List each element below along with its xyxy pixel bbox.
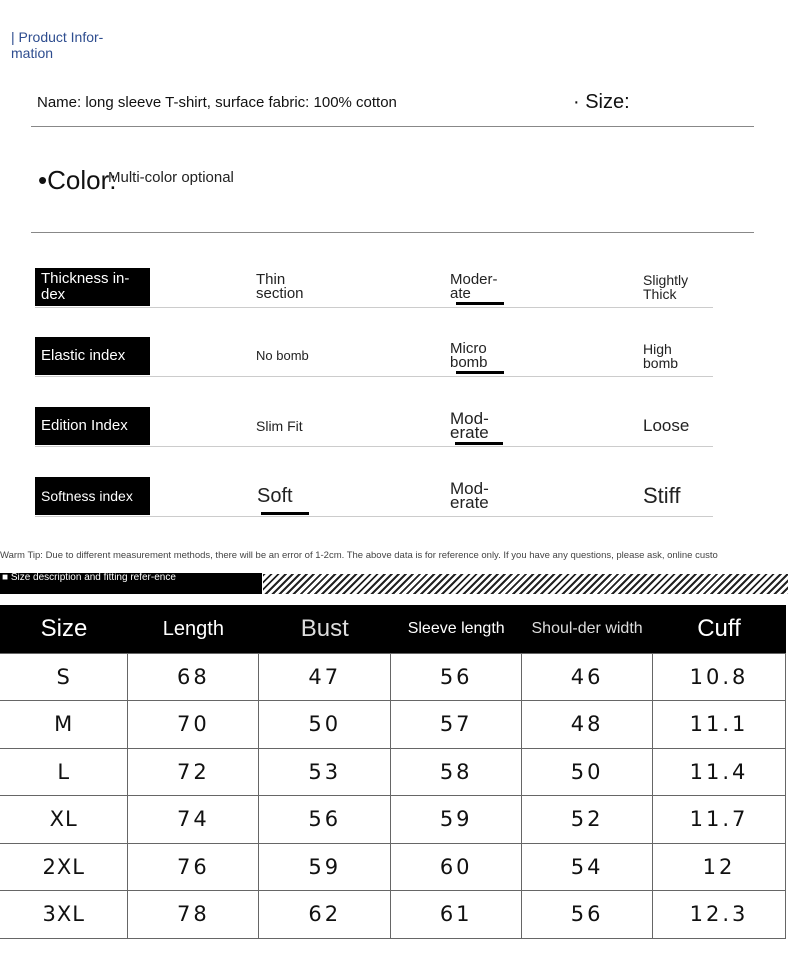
section-title-product-information: | Product Infor-mation bbox=[11, 29, 104, 61]
index-option: Slightly Thick bbox=[643, 272, 689, 302]
index-option-selected: Micro bomb bbox=[450, 340, 488, 371]
column-header: Length bbox=[128, 605, 259, 653]
table-cell: 46 bbox=[522, 653, 653, 701]
table-cell: 59 bbox=[259, 843, 391, 891]
table-cell: 58 bbox=[391, 748, 522, 796]
table-cell: S bbox=[0, 653, 128, 701]
table-row bbox=[0, 843, 786, 891]
table-cell: XL bbox=[0, 796, 128, 844]
index-option: Mod-erate bbox=[450, 479, 489, 512]
table-cell: 61 bbox=[391, 891, 522, 939]
selected-marker bbox=[456, 302, 504, 305]
table-cell: 3XL bbox=[0, 891, 128, 939]
index-option: No bomb bbox=[256, 348, 309, 363]
size-table bbox=[0, 605, 786, 939]
table-cell: 68 bbox=[128, 653, 259, 701]
selected-marker bbox=[261, 512, 309, 515]
elastic-index-row bbox=[35, 337, 713, 377]
table-cell: 62 bbox=[259, 891, 391, 939]
table-cell: 70 bbox=[128, 701, 259, 749]
column-header: Cuff bbox=[653, 605, 786, 653]
table-cell: 57 bbox=[391, 701, 522, 749]
index-option: High bomb bbox=[643, 341, 679, 371]
thickness-index-row bbox=[35, 268, 713, 308]
size-section-title: ■ Size description and fitting refer-ence bbox=[0, 573, 262, 594]
table-cell: 54 bbox=[522, 843, 653, 891]
color-value: Multi-color optional bbox=[108, 169, 234, 186]
table-cell: 50 bbox=[522, 748, 653, 796]
table-row bbox=[0, 891, 786, 939]
table-cell: 76 bbox=[128, 843, 259, 891]
index-label: Thickness in-dex bbox=[35, 268, 150, 306]
color-label: •Color: bbox=[38, 165, 117, 195]
product-name-line: Name: long sleeve T-shirt, surface fabric: 100% cotton bbox=[37, 94, 397, 111]
warm-tip: Warm Tip: Due to different measurement methods, there will be an error of 1-2cm. The above data is for reference only. If you have any questions, please ask, online custo bbox=[0, 550, 718, 561]
index-option-selected: Mod-erate bbox=[450, 409, 489, 442]
table-cell: 50 bbox=[259, 701, 391, 749]
selected-marker bbox=[455, 442, 503, 445]
index-label: Elastic index bbox=[35, 337, 150, 375]
table-cell: 72 bbox=[128, 748, 259, 796]
table-cell: 60 bbox=[391, 843, 522, 891]
index-option-selected: Soft bbox=[257, 485, 293, 507]
table-cell: 59 bbox=[391, 796, 522, 844]
table-cell: 48 bbox=[522, 701, 653, 749]
table-cell: 11.4 bbox=[653, 748, 786, 796]
index-option: Stiff bbox=[643, 483, 681, 508]
index-option: Loose bbox=[643, 416, 690, 435]
column-header: Sleeve length bbox=[391, 605, 522, 653]
table-row bbox=[0, 796, 786, 844]
decorative-hatch bbox=[263, 574, 788, 594]
table-row bbox=[0, 701, 786, 749]
table-cell: 11.1 bbox=[653, 701, 786, 749]
table-cell: 52 bbox=[522, 796, 653, 844]
edition-index-row bbox=[35, 407, 713, 447]
index-option: Slim Fit bbox=[256, 418, 303, 434]
table-cell: 2XL bbox=[0, 843, 128, 891]
table-cell: 78 bbox=[128, 891, 259, 939]
column-header: Shoul-der width bbox=[522, 605, 653, 653]
table-cell: 47 bbox=[259, 653, 391, 701]
table-cell: 56 bbox=[259, 796, 391, 844]
index-label: Edition Index bbox=[35, 407, 150, 445]
column-header: Bust bbox=[259, 605, 391, 653]
column-header: Size bbox=[0, 605, 128, 653]
divider bbox=[31, 126, 754, 127]
table-cell: 12.3 bbox=[653, 891, 786, 939]
table-cell: L bbox=[0, 748, 128, 796]
table-row bbox=[0, 748, 786, 796]
table-cell: 56 bbox=[522, 891, 653, 939]
table-cell: 12 bbox=[653, 843, 786, 891]
index-option-selected: Moder-ate bbox=[450, 271, 498, 302]
softness-index-row bbox=[35, 477, 713, 517]
divider bbox=[31, 232, 754, 233]
table-cell: M bbox=[0, 701, 128, 749]
table-cell: 53 bbox=[259, 748, 391, 796]
index-option: Thin section bbox=[256, 271, 304, 302]
index-label: Softness index bbox=[35, 477, 150, 515]
table-row bbox=[0, 653, 786, 701]
size-table-header bbox=[0, 605, 786, 653]
table-cell: 10.8 bbox=[653, 653, 786, 701]
selected-marker bbox=[456, 371, 504, 374]
size-label: · Size: bbox=[573, 91, 630, 113]
table-cell: 74 bbox=[128, 796, 259, 844]
table-cell: 56 bbox=[391, 653, 522, 701]
table-cell: 11.7 bbox=[653, 796, 786, 844]
